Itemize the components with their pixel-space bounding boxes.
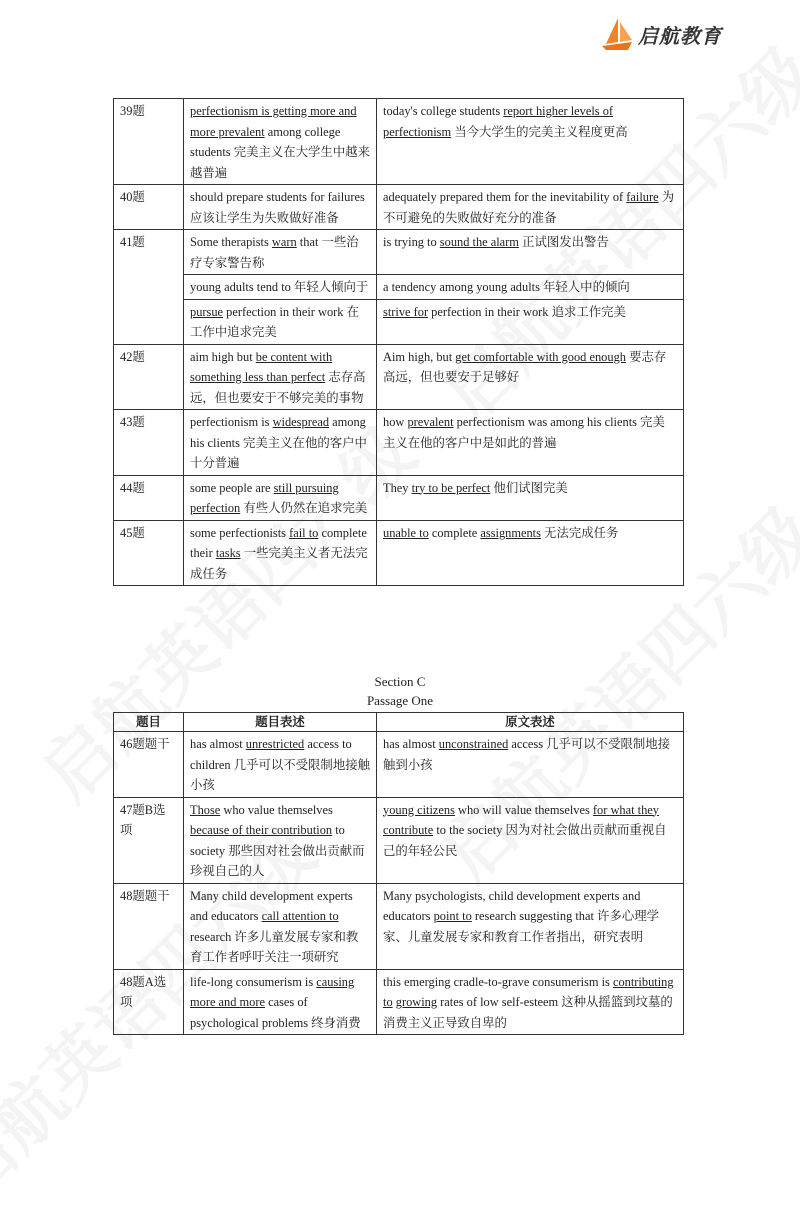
text-segment: 为不可避免的失败做好充分的准备 [383,190,675,225]
comparison-table-1 [113,98,684,586]
table-row [114,520,684,586]
table-row [114,185,684,230]
sail-logo-icon [602,18,632,50]
passage-title: Passage One [366,693,434,708]
underlined-phrase: get comfortable with good enough [455,349,626,364]
underlined-phrase: try to be perfect [411,480,491,495]
question-statement [184,230,377,275]
question-statement [184,732,377,798]
text-segment: that 一些治疗专家警告称 [190,235,359,270]
underlined-phrase: Those [190,802,221,817]
text-segment: research 许多儿童发展专家和教育工作者呼吁关注一项研究 [190,929,359,964]
text-segment: among his clients 完美主义在他的客户中十分普遍 [190,415,367,470]
header-question-statement: 题目表述 [184,713,377,732]
table-row [114,969,684,1035]
underlined-phrase: tasks [215,546,241,560]
logo-text: 启航教育 [638,23,722,48]
table-row [114,410,684,476]
text-segment: 志存高远，但也要安于不够完美的事物 [190,370,366,405]
table-row [114,475,684,520]
question-number: 41题 [114,230,184,345]
original-statement [377,410,684,476]
underlined-phrase: causing more and more [190,974,355,1009]
question-statement [184,520,377,586]
question-statement [184,969,377,1035]
text-segment: Some therapists [190,235,272,249]
text-segment: complete [428,525,481,540]
underlined-phrase: assignments [480,525,541,540]
table-header-row [114,713,684,732]
text-segment: has almost [383,737,439,751]
text-segment: They [383,480,412,495]
question-number: 48题A选项 [114,969,184,1035]
question-statement [184,185,377,230]
question-number: 47题B选项 [114,797,184,883]
underlined-phrase: pursue [190,304,224,319]
text-segment: to society 那些因对社会做出贡献而珍视自己的人 [190,823,365,878]
underlined-phrase: growing [395,995,438,1009]
text-segment: life-long consumerism is [190,974,317,989]
text-segment: who value themselves [220,802,333,817]
text-segment: rates of low self-esteem 这种从摇篮到坟墓的消费主义正导致自卑的 [383,995,673,1030]
text-segment: perfectionism is [190,415,273,429]
text-segment: 有些人仍然在追求完美 [240,501,368,515]
underlined-phrase: warn [271,235,297,249]
question-number: 40题 [114,185,184,230]
header-original-statement: 原文表述 [377,713,684,732]
underlined-phrase: unable to [383,525,429,540]
table-row [114,275,684,300]
original-statement [377,275,684,300]
question-number: 48题题干 [114,883,184,969]
table-row [114,732,684,798]
text-segment: 他们试图完美 [490,480,568,495]
text-segment: should prepare students for failures 应该让学生为失败做好准备 [190,190,365,225]
original-statement [377,185,684,230]
text-segment: some perfectionists [190,525,290,540]
original-statement [377,883,684,969]
text-segment: this emerging cradle-to-grave consumerism is [383,974,613,989]
original-statement [377,732,684,798]
brand-logo [602,18,722,50]
original-statement [377,344,684,410]
question-statement [184,883,377,969]
underlined-phrase: widespread [272,415,330,429]
text-segment: cases of psychological problems 终身消费 [190,995,361,1030]
underlined-phrase: call attention to [261,909,339,923]
underlined-phrase: unrestricted [245,737,305,751]
text-segment: how [383,415,408,429]
question-statement [184,344,377,410]
table-row [114,99,684,185]
original-statement [377,230,684,275]
text-segment: access to children 几乎可以不受限制地接触小孩 [190,737,370,792]
underlined-phrase: still pursuing perfection [190,480,339,515]
underlined-phrase: failure [626,190,659,204]
text-segment: perfectionism was among his clients 完美主义在他的客户中是如此的普遍 [383,415,665,450]
underlined-phrase: fail to [289,525,319,540]
text-segment: access 几乎可以不受限制地接触到小孩 [383,737,671,772]
question-number: 46题题干 [114,732,184,798]
original-statement [377,99,684,185]
question-number: 39题 [114,99,184,185]
header-question: 题目 [114,713,184,732]
text-segment: adequately prepared them for the inevitability of [383,190,627,204]
question-statement [184,275,377,300]
text-segment: complete their [190,525,367,560]
underlined-phrase: because of their contribution [190,823,333,837]
text-segment: who will value themselves [454,802,593,817]
comparison-table-2 [113,712,684,1035]
table-row [114,797,684,883]
underlined-phrase: young citizens [383,802,455,817]
text-segment: perfection in their work 在工作中追求完美 [190,304,359,339]
text-segment: Aim high, but [383,349,456,364]
text-segment: young adults tend to 年轻人倾向于 [190,280,369,294]
text-segment: some people are [190,480,274,495]
original-statement [377,969,684,1035]
question-number: 45题 [114,520,184,586]
text-segment: is trying to [383,235,440,249]
original-statement [377,520,684,586]
question-statement [184,475,377,520]
text-segment: research suggesting that 许多心理学家、儿童发展专家和教育工作者指出，研究表明 [383,909,659,944]
text-segment: aim high but [190,349,256,364]
underlined-phrase: unconstrained [438,737,509,751]
text-segment: 一些完美主义者无法完成任务 [190,546,368,581]
text-segment: Many child development experts and educators [190,888,353,923]
original-statement [377,475,684,520]
question-number: 44题 [114,475,184,520]
table-row [114,230,684,275]
underlined-phrase: be content with something less than perfect [190,349,333,384]
underlined-phrase: contributing to [383,974,674,1009]
underlined-phrase: point to [433,909,472,923]
text-segment: 无法完成任务 [540,525,619,540]
text-segment: 当今大学生的完美主义程度更高 [451,124,628,139]
underlined-phrase: prevalent [407,415,454,429]
text-segment: 要志存高远，但也要安于足够好 [383,349,667,384]
text-segment: perfection in their work 追求工作完美 [428,304,626,319]
question-number: 42题 [114,344,184,410]
question-statement [184,410,377,476]
text-segment: 正试图发出警告 [518,235,609,249]
section-title: Section C [374,674,426,689]
table-row [114,299,684,344]
underlined-phrase: perfectionism is getting more and more prevalent [190,104,357,139]
text-segment: among college students 完美主义在大学生中越来越普遍 [190,124,371,180]
original-statement [377,797,684,883]
underlined-phrase: report higher levels of perfectionism [383,104,614,139]
text-segment: today's college students [383,104,504,118]
text-segment: to the society 因为对社会做出贡献而重视自己的年轻公民 [383,823,667,858]
text-segment: a tendency among young adults 年轻人中的倾向 [383,280,630,294]
text-segment: Many psychologists, child development experts and educators [383,888,641,923]
question-statement [184,797,377,883]
table-row [114,344,684,410]
question-number: 43题 [114,410,184,476]
underlined-phrase: for what they contribute [383,802,659,837]
text-segment: has almost [190,737,246,751]
question-statement [184,299,377,344]
underlined-phrase: strive for [383,304,429,319]
table-row [114,883,684,969]
question-statement [184,99,377,185]
original-statement [377,299,684,344]
underlined-phrase: sound the alarm [439,235,519,249]
